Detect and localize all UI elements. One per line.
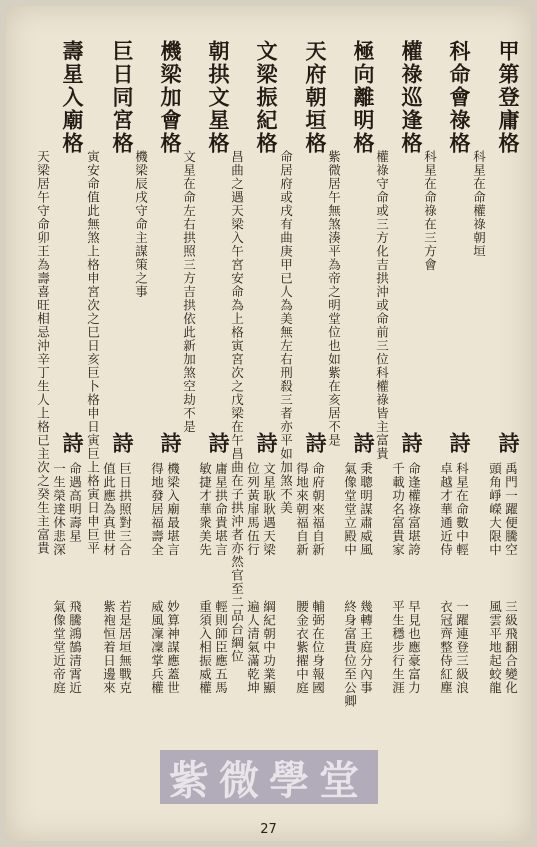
watermark-text: 紫微學堂 (169, 756, 369, 804)
poem-mark: 詩 (399, 432, 424, 453)
poem-line: 三級飛翻合變化 (503, 600, 519, 695)
pattern-description: 文星在命左右拱照三方吉拱依此新加煞空劫不是 (181, 150, 197, 434)
pattern-title: 巨日同宮格 (110, 40, 135, 155)
pattern-description: 天梁居午守命卯王為壽喜旺相忌沖辛丁生人上格已主次之癸生主富貴 (35, 150, 51, 555)
pattern-description: 科星在命祿在三方會 (422, 150, 438, 272)
pattern-description: 權祿守命或三方化吉拱沖或命前三位科權祿皆主富貴 (374, 150, 390, 461)
poem-line: 輕則師臣應五馬 (213, 600, 229, 695)
pattern-description: 機梁辰戌守命主謀策之事 (133, 150, 149, 299)
poem-mark: 詩 (447, 432, 472, 453)
poem-line: 文星耿耿遇天梁 (261, 462, 277, 557)
poem-line: 命逢權祿富堪誇 (406, 462, 422, 557)
poem-line: 得地來朝福自新 (294, 462, 310, 557)
pattern-title: 壽星入廟格 (60, 40, 85, 155)
poem-line: 得地發居福壽全 (149, 462, 165, 557)
pattern-title: 文梁振紀格 (254, 40, 279, 155)
poem-line: 飛騰鴻鵠清霄近 (67, 600, 83, 695)
poem-line: 位列黃扉馬伍行 (245, 462, 261, 557)
poem-mark: 詩 (206, 432, 231, 453)
poem-line: 輔弼在位身報國 (310, 600, 326, 695)
poem-line: 敏捷才華衆美先 (197, 462, 213, 557)
pattern-title: 極向離明格 (351, 40, 376, 155)
poem-mark: 詩 (351, 432, 376, 453)
poem-line: 風雲平地起蛟龍 (487, 600, 503, 695)
poem-line: 命遇高明壽星 (67, 462, 83, 543)
pattern-title: 科命會祿格 (447, 40, 472, 155)
poem-line: 綱紀朝中功業顯 (261, 600, 277, 695)
pattern-description: 昌曲之遇天梁入午宮安命為上格寅宮次之戊梁在午昌曲在子拱沖者亦然官至二品台綱位 (229, 150, 245, 663)
poem-line: 千載功名富貴家 (390, 462, 406, 557)
poem-mark: 詩 (496, 432, 521, 453)
poem-line: 秉聰明謀肅威風 (358, 462, 374, 557)
pattern-title: 天府朝垣格 (303, 40, 328, 155)
poem-line: 平生穩步行生涯 (390, 600, 406, 695)
pattern-description: 命居府或戌有曲庚甲已人為美無左右刑殺三者亦平如加煞不美 (278, 150, 294, 515)
poem-line: 妙算神謀應蓋世 (165, 600, 181, 695)
poem-line: 終身富貴位至公卿 (342, 600, 358, 708)
poem-line: 紫袍恒着日邊來 (101, 600, 117, 695)
poem-line: 值此應為真世材 (101, 462, 117, 557)
pattern-title: 甲第登庸格 (496, 40, 521, 155)
poem-line: 衣冠齊整侍紅塵 (438, 600, 454, 695)
poem-mark: 詩 (303, 432, 328, 453)
poem-mark: 詩 (254, 432, 279, 453)
pattern-description: 紫微居午無煞湊平為帝之明堂位也如紫在亥居不是 (326, 150, 342, 447)
poem-line: 威風凜凜掌兵權 (149, 600, 165, 695)
pattern-description: 寅安命值此無煞上格申宮次之巳日亥巨卜格申日寅巨上格寅日申巨平 (85, 150, 101, 555)
poem-line: 氣像堂堂近帝庭 (51, 600, 67, 695)
pattern-title: 機梁加會格 (158, 40, 183, 155)
poem-line: 庸星拱命貴堪言 (213, 462, 229, 557)
pattern-title: 權祿巡逢格 (399, 40, 424, 155)
poem-line: 命府朝來福自新 (310, 462, 326, 557)
poem-line: 一生榮達休悲深 (51, 462, 67, 557)
poem-line: 科星在命數中輕 (454, 462, 470, 557)
poem-line: 一躍連登三級浪 (454, 600, 470, 695)
poem-line: 氣像堂堂立殿中 (342, 462, 358, 557)
poem-line: 頭角崢嶸大限中 (487, 462, 503, 557)
poem-line: 早見也應豪富力 (406, 600, 422, 695)
pattern-title: 朝拱文星格 (206, 40, 231, 155)
watermark-stamp (160, 750, 378, 804)
poem-line: 機梁入廟最堪言 (165, 462, 181, 557)
pattern-description: 科星在命權祿朝垣 (471, 150, 487, 258)
poem-line: 巨日拱照對三合 (117, 462, 133, 557)
poem-line: 遍人清氣滿乾坤 (245, 600, 261, 695)
poem-mark: 詩 (158, 432, 183, 453)
poem-line: 腰金衣紫擢中庭 (294, 600, 310, 695)
poem-line: 卓越才華通近侍 (438, 462, 454, 557)
poem-line: 重須入相振威權 (197, 600, 213, 695)
poem-line: 禹門一躍便騰空 (503, 462, 519, 557)
poem-mark: 詩 (110, 432, 135, 453)
poem-line: 若是居垣無戰克 (117, 600, 133, 695)
poem-mark: 詩 (60, 432, 85, 453)
page-number: 27 (260, 822, 277, 837)
poem-line: 幾轉王庭分內事 (358, 600, 374, 695)
